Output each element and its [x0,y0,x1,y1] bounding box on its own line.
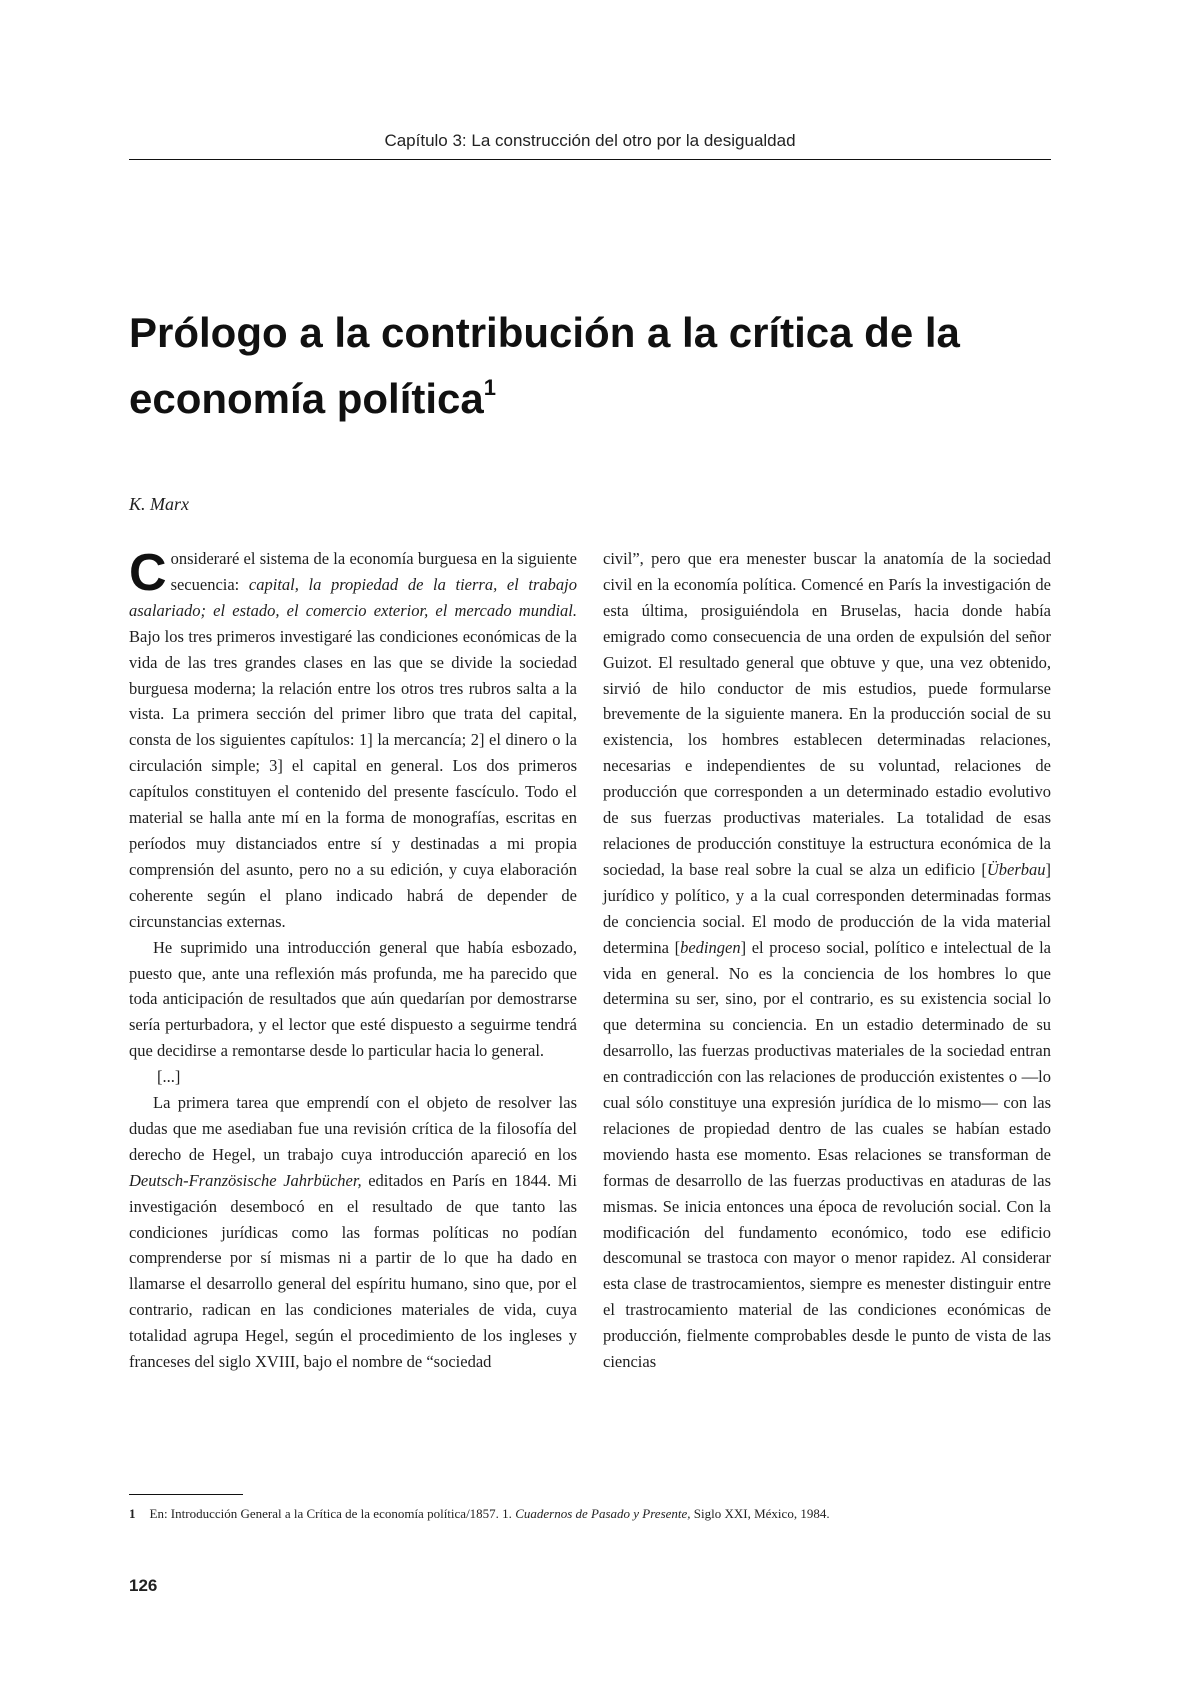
footnote-text-a: En: Introducción General a la Crítica de la economía política/1857. 1. [149,1506,516,1521]
paragraph-4-emphasis-2: bedingen [680,937,741,957]
running-header: Capítulo 3: La construcción del otro por la desigualdad [384,131,796,150]
paragraph-ellipsis: [...] [157,1067,181,1087]
paragraph-3-text-b: editados en París en 1844. Mi investigación desembocó en el resultado de que tanto las condiciones jurídicas como las formas políticas no podían comprenderse por sí mismas ni a partir de lo que ha dado en llamarse el desarrollo general del espíritu humano, sino que, por el contrario, radican en las condiciones materiales de vida, cuya totalidad agrupa Hegel, según el procedimiento de los ingleses y franceses del siglo XVIII, bajo el nombre de “sociedad [129,1170,578,1372]
footnote [129,1506,1051,1522]
page-number: 126 [129,1576,158,1595]
paragraph-2: He suprimido una introducción general que había esbozado, puesto que, ante una reflexión más profunda, me ha parecido que toda anticipación de resultados que aún quedarían por demostrarse sería perturbadora, y el lector que esté dispuesto a seguirme tendrá que decidirse a remontarse desde lo particular hacia lo general. [129,937,577,1061]
article-title-text: Prólogo a la contribución a la crítica de la economía política [129,309,960,422]
paragraph-3 [129,1090,577,1375]
right-column [603,546,1051,1375]
paragraph-1-text-b: Bajo los tres primeros investigaré las condiciones económicas de la vida de las tres grandes clases en las que se divide la sociedad burguesa moderna; la relación entre los otros tres rubros salta a la vista. La primera sección del primer libro que trata del capital, consta de los siguientes capítulos: 1] la mercancía; 2] el dinero o la circulación simple; 3] el capital en general. Los dos primeros capítulos constituyen el contenido del presente fascículo. Todo el material se halla ante mí en la forma de monografías, escritas en períodos muy distanciados entre sí y destinadas a mi propia comprensión del asunto, pero no a su edición, y cuya elaboración coherente según el plano indicado habrá de depender de circunstancias externas. [129,626,577,931]
footnote-text-b: Siglo XXI, México, 1984. [690,1506,830,1521]
paragraph-4 [603,546,1051,1375]
footnote-rule [129,1494,243,1495]
footnote-marker: 1 [129,1506,136,1521]
header-rule [129,159,1051,160]
drop-cap: C [129,544,167,602]
paragraph-3-text-a: La primera tarea que emprendí con el objeto de resolver las dudas que me asediaban fue una revisión crítica de la filosofía del derecho de Hegel, un trabajo cuya introducción apareció en los [129,1093,577,1164]
paragraph-3-emphasis: Deutsch-Französische Jahrbücher, [129,1170,362,1190]
paragraph-4-text-a: civil”, pero que era menester buscar la anatomía de la sociedad civil en la economía política. Comencé en París la investigación de esta última, prosiguiéndola en Bruselas, hacia donde había emigrado como consecuencia de una orden de expulsión del señor Guizot. El resultado general que obtuve y que, una vez obtenido, sirvió de hilo conductor de mis estudios, puede formularse brevemente de la siguiente manera. En la producción social de su existencia, los hombres establecen determinadas relaciones, necesarias e independientes de su voluntad, relaciones de producción que corresponden a un determinado estadio evolutivo de sus fuerzas productivas materiales. La totalidad de esas relaciones de producción constituye la estructura económica de la sociedad, la base real sobre la cual se alza un edificio [ [603,549,1051,879]
paragraph-1 [129,546,577,935]
left-column [129,546,577,1375]
paragraph-4-text-b: ] jurídico y político, y a la cual corresponden determinadas formas de conciencia social. El modo de producción de la vida material determina [ [603,859,1051,957]
article-title [129,305,1089,426]
footnote-reference[interactable]: 1 [483,375,496,400]
author-name: K. Marx [129,494,189,514]
paragraph-4-text-c: ] el proceso social, político e intelectual de la vida en general. No es la conciencia de los hombres lo que determina su ser, sino, por el contrario, es su existencia social lo que determina su conciencia. En un estadio determinado de su desarrollo, las fuerzas productivas materiales de la sociedad entran en contradicción con las relaciones de producción existentes o —lo cual sólo constituye una expresión jurídica de lo mismo— con las relaciones de propiedad dentro de las cuales se habían estado moviendo hasta ese momento. Esas relaciones se transforman de formas de desarrollo de las fuerzas productivas en ataduras de las mismas. Se inicia entonces una época de revolución social. Con la modificación del fundamento económico, todo ese edificio descomunal se trastoca con mayor o menor rapidez. Al considerar esta clase de trastrocamientos, siempre es menester distinguir entre el trastrocamiento material de las condiciones económicas de producción, fielmente comprobables desde le punto de vista de las ciencias [603,937,1051,1372]
paragraph-1-emphasis: capital, la propiedad de la tierra, el trabajo asalariado; el estado, el comercio exterior, el mercado mundial. [129,574,577,620]
paragraph-4-emphasis-1: Überbau [986,859,1046,879]
footnote-emphasis: Cuadernos de Pasado y Presente, [515,1506,691,1521]
paragraph-1-text-a: onsideraré el sistema de la economía burguesa en la siguiente secuencia: [170,549,577,594]
